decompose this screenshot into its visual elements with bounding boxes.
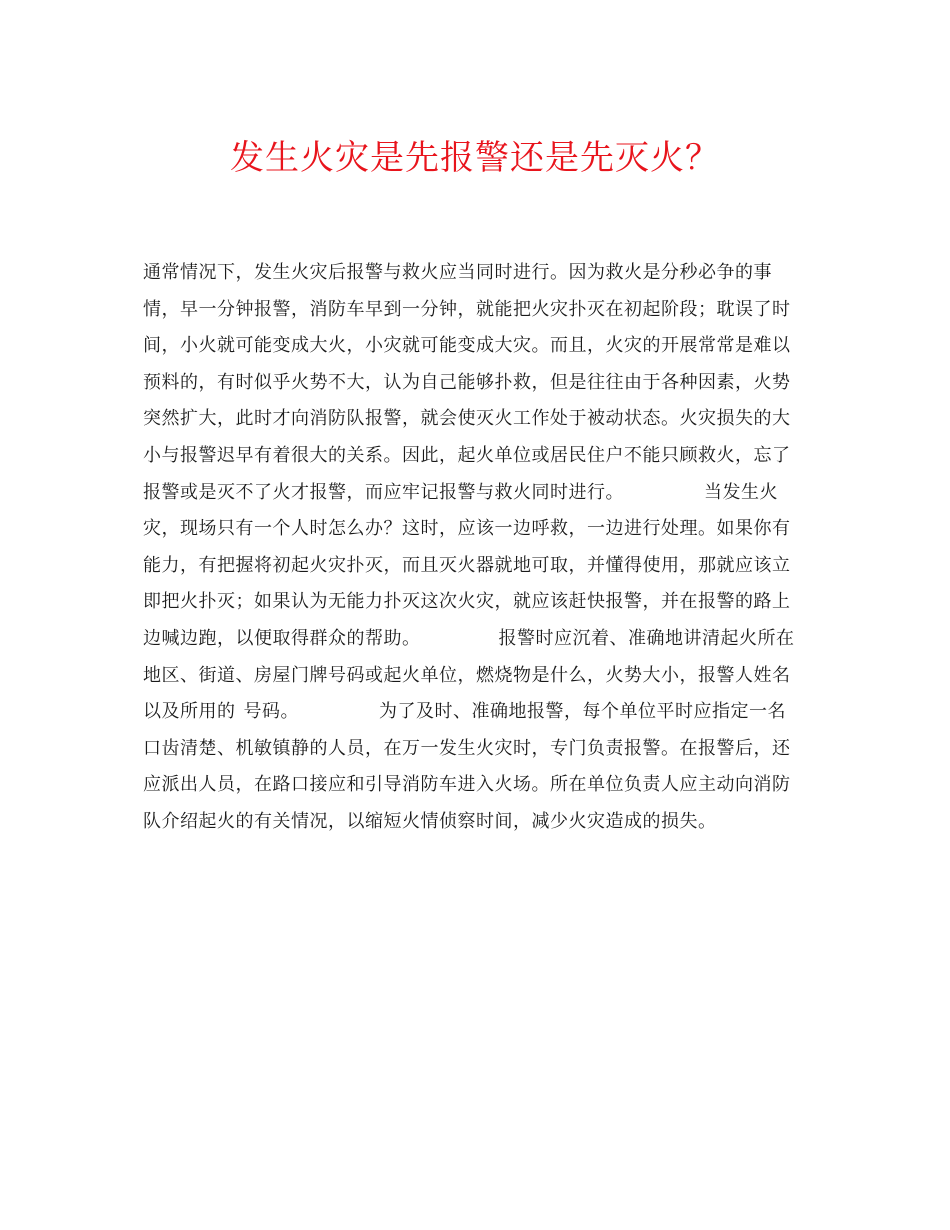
body-segment: 边喊边跑，以便取得群众的帮助。	[143, 627, 421, 649]
body-line: 小与报警迟早有着很大的关系。因此，起火单位或居民住户不能只顾救火，忘了	[143, 444, 791, 466]
body-line: 预料的，有时似乎火势不大，认为自己能够扑救，但是往往由于各种因素，火势	[143, 371, 791, 393]
body-line: 灾，现场只有一个人时怎么办？这时，应该一边呼救，一边进行处理。如果你有	[143, 518, 791, 540]
body-line: 能力，有把握将初起火灾扑灭，而且灭火器就地可取，并懂得使用，那就应该立	[143, 554, 791, 576]
body-segment: 以及所用的	[143, 701, 236, 723]
body-line: 情，早一分钟报警，消防车早到一分钟，就能把火灾扑灭在初起阶段；耽误了时	[143, 298, 791, 320]
body-line: 间，小火就可能变成大火，小灾就可能变成大灾。而且，火灾的开展常常是难以	[143, 335, 791, 357]
body-segment: 号码。	[243, 701, 299, 723]
body-segment: 为了及时、准确地报警，每个单位平时应指定一名	[379, 701, 786, 723]
body-line: 地区、街道、房屋门牌号码或起火单位，燃烧物是什么，火势大小，报警人姓名	[143, 664, 791, 686]
document-title: 发生火灾是先报警还是先灭火？	[230, 138, 720, 178]
body-line: 即把火扑灭；如果认为无能力扑灭这次火灾，就应该赶快报警，并在报警的路上	[143, 591, 791, 613]
body-line	[143, 621, 803, 658]
body-segment: 报警或是灭不了火才报警，而应牢记报警与救火同时进行。	[143, 481, 624, 503]
body-line	[143, 694, 803, 731]
document-body	[143, 255, 803, 841]
body-segment: 报警时应沉着、准确地讲清起火所在	[498, 627, 795, 649]
body-line: 突然扩大，此时才向消防队报警，就会使灭火工作处于被动状态。火灾损失的大	[143, 408, 791, 430]
body-line: 口齿清楚、机敏镇静的人员，在万一发生火灾时，专门负责报警。在报警后，还	[143, 737, 791, 759]
body-line: 队介绍起火的有关情况，以缩短火情侦察时间，减少火灾造成的损失。	[143, 810, 717, 832]
body-line: 应派出人员，在路口接应和引导消防车进入火场。所在单位负责人应主动向消防	[143, 774, 791, 796]
body-line: 通常情况下，发生火灾后报警与救火应当同时进行。因为救火是分秒必争的事	[143, 262, 772, 283]
body-segment: 当发生火	[704, 481, 778, 503]
body-line	[143, 475, 803, 512]
